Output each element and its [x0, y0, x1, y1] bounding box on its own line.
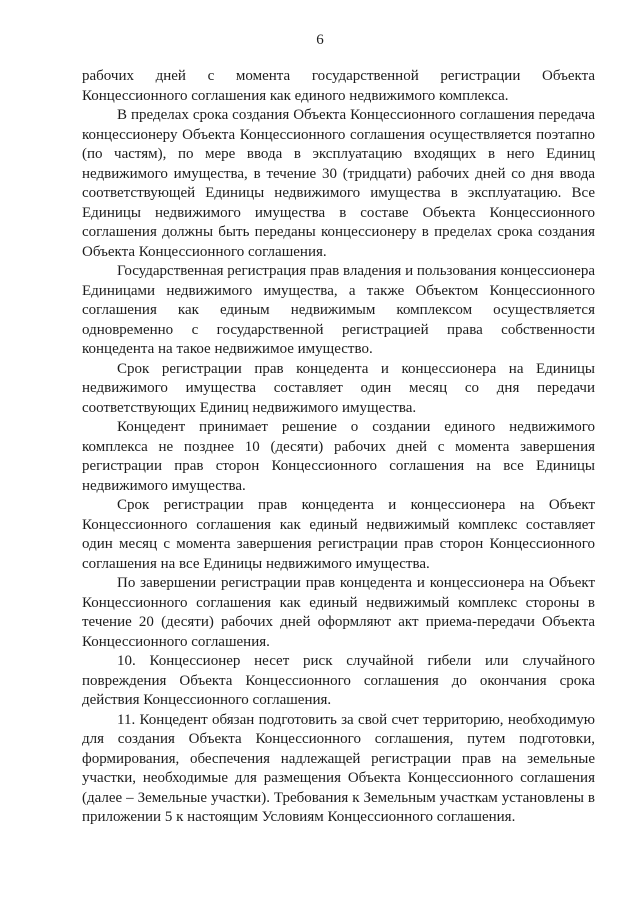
paragraph-grantor-decision: Концедент принимает решение о создании единого недвижимого комплекса не позднее 10 (десяти) рабочих дней с момента завершения регистрации прав сторон Концессионного соглашения на все Единицы недвижимого имущества.	[82, 419, 595, 494]
paragraph-state-registration: Государственная регистрация прав владения и пользования концессионера Единицами недвижимого имущества, а также Объектом Концессионного соглашения как единым недвижимым комплексом осуществляется одновременно с государственной регистрацией права собственности концедента на такое недвижимое имущество.	[82, 263, 595, 357]
paragraph-transfer-in-stages: В пределах срока создания Объекта Концессионного соглашения передача концессионеру Объекта Концессионного соглашения осуществляется поэтапно (по частям), по мере ввода в эксплуатацию входящих в него Единиц недвижимого имущества, в течение 30 (тридцати) рабочих дней со дня ввода соответствующей Единицы недвижимого имущества в эксплуатацию. Все Единицы недвижимого имущества в составе Объекта Концессионного соглашения должны быть переданы концессионеру в пределах срока создания Объекта Концессионного соглашения.	[82, 107, 595, 260]
clause-10: 10. Концессионер несет риск случайной гибели или случайного повреждения Объекта Концессионного соглашения до окончания срока действия Концессионного соглашения.	[82, 653, 595, 708]
paragraph-registration-term-units: Срок регистрации прав концедента и концессионера на Единицы недвижимого имущества составляет один месяц со дня передачи соответствующих Единиц недвижимого имущества.	[82, 360, 595, 416]
document-body	[82, 67, 595, 828]
page-number: 6	[316, 32, 324, 48]
paragraph-continuation: рабочих дней с момента государственной регистрации Объекта Концессионного соглашения как единого недвижимого комплекса.	[82, 68, 595, 104]
paragraph-registration-term-complex: Срок регистрации прав концедента и концессионера на Объект Концессионного соглашения как единый недвижимый комплекс составляет один месяц с момента завершения регистрации прав сторон Концессионного соглашения на все Единицы недвижимого имущества.	[82, 497, 595, 572]
paragraph-acceptance-act: По завершении регистрации прав концедента и концессионера на Объект Концессионного соглашения как единый недвижимый комплекс стороны в течение 20 (десяти) рабочих дней оформляют акт приема-передачи Объекта Концессионного соглашения.	[82, 575, 595, 650]
clause-11: 11. Концедент обязан подготовить за свой счет территорию, необходимую для создания Объекта Концессионного соглашения, путем подготовки, формирования, обеспечения надлежащей регистрации прав на земельные участки, необходимые для размещения Объекта Концессионного соглашения (далее – Земельные участки). Требования к Земельным участкам установлены в приложении 5 к настоящим Условиям Концессионного соглашения.	[82, 711, 595, 825]
